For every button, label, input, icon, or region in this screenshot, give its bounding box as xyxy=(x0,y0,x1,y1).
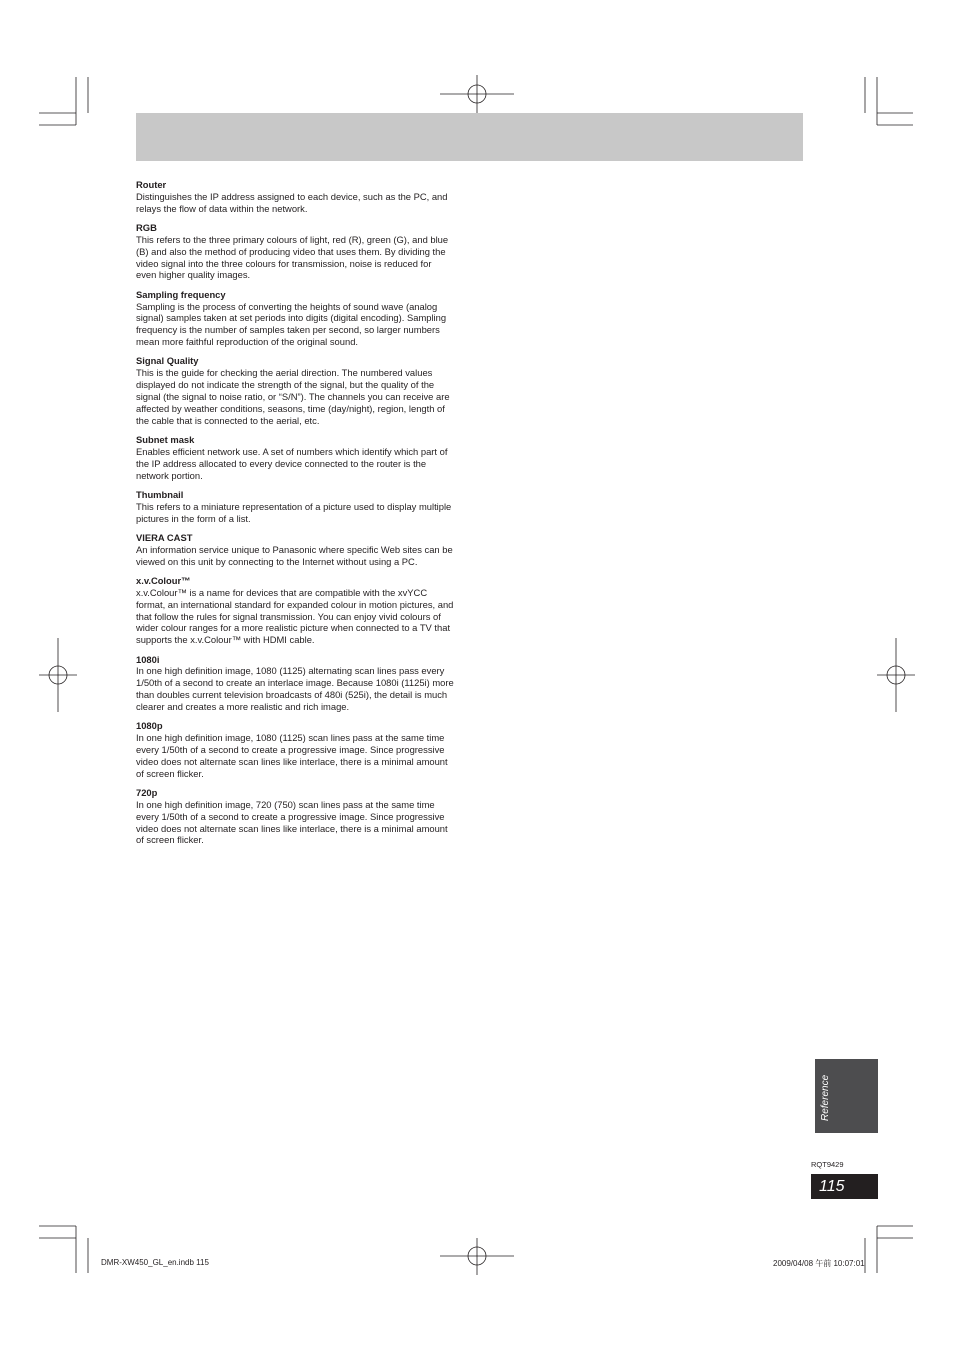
entry-body: An information service unique to Panasonic where specific Web sites can be viewed on this unit by connecting to the Internet without using a PC. xyxy=(136,543,453,567)
entry-body: x.v.Colour™ is a name for devices that are compatible with the xvYCC format, an international standard for expanded colour in motion pictures, and that follow the rules for signal transmission. You can enjoy vivid colours of wider colour ranges for a more realistic picture when connected to a TV that supports the x.v.Colour™ with HDMI cable. xyxy=(136,586,454,646)
entry-body: In one high definition image, 1080 (1125) scan lines pass at the same time every 1/50th of a second to create a progressive image. Since progressive video does not alternate scan lines like interlace, there is a minimal amount of screen flicker. xyxy=(136,732,448,779)
crop-mark-bottom-left xyxy=(39,1226,88,1273)
crop-mark-bottom-right xyxy=(865,1226,913,1273)
entry-body: Enables efficient network use. A set of numbers which identify which part of the IP address allocated to every device connected to the router is the network portion. xyxy=(136,445,448,481)
footer-timestamp: 2009/04/08 午前 10:07:01 xyxy=(773,1259,865,1268)
entry-body: In one high definition image, 720 (750) scan lines pass at the same time every 1/50th of a second to create a progressive image. Since progressive video does not alternate scan lines like interlace, there is a minimal amount of screen flicker. xyxy=(136,798,448,846)
entry-title: x.v.Colour™ xyxy=(136,574,191,586)
registration-mark-top xyxy=(440,75,514,113)
entry-title: Signal Quality xyxy=(136,355,199,367)
entry-body: In one high definition image, 1080 (1125) alternating scan lines pass every 1/50th of a second to create an interlace image. Because 1080i (1125i) more than doubles current television broadcasts of 480i (525i), the detail is much clearer and creates a more realistic and rich image. xyxy=(136,665,454,712)
page-number: 115 xyxy=(819,1178,845,1195)
section-tab-label: Reference xyxy=(820,1074,831,1121)
document-code: RQT9429 xyxy=(811,1160,844,1169)
crop-mark-top-left xyxy=(39,77,88,125)
crop-mark-top-right xyxy=(865,77,913,125)
entry-title: Subnet mask xyxy=(136,434,195,446)
entry-title: 720p xyxy=(136,786,158,798)
registration-mark-bottom xyxy=(440,1238,514,1275)
footer-file-info: DMR-XW450_GL_en.indb 115 xyxy=(101,1258,209,1267)
entry-title: 1080p xyxy=(136,720,163,732)
entry-title: VIERA CAST xyxy=(136,531,193,543)
entry-title: Sampling frequency xyxy=(136,288,226,300)
registration-mark-right xyxy=(877,638,915,712)
entry-title: RGB xyxy=(136,222,157,234)
entry-title: Router xyxy=(136,179,167,190)
entry-body: This refers to the three primary colours of light, red (R), green (G), and blue (B) and also the method of producing video that uses them. By dividing the video signal into the three colours for transmission, noise is reduced for even higher quality images. xyxy=(136,233,449,281)
entry-body: This is the guide for checking the aerial direction. The numbered values displayed do not indicate the strength of the signal, but the quality of the signal (the signal to noise ratio, or “S/N”). The channels you can receive are affected by weather conditions, seasons, time (day/night), region, length of the cable that is connected to the aerial, etc. xyxy=(136,367,450,426)
entry-body: Distinguishes the IP address assigned to each device, such as the PC, and relays the flow of data within the network. xyxy=(136,190,448,214)
registration-mark-left xyxy=(39,638,77,712)
entry-body: This refers to a miniature representation of a picture used to display multiple pictures in the form of a list. xyxy=(136,500,452,524)
entry-title: 1080i xyxy=(136,653,160,665)
entry-title: Thumbnail xyxy=(136,488,184,500)
entry-body: Sampling is the process of converting the heights of sound wave (analog signal) samples taken at set periods into digits (digital encoding). Sampling frequency is the number of samples taken per second, so larger numbers mean more faithful reproduction of the original sound. xyxy=(136,300,447,348)
